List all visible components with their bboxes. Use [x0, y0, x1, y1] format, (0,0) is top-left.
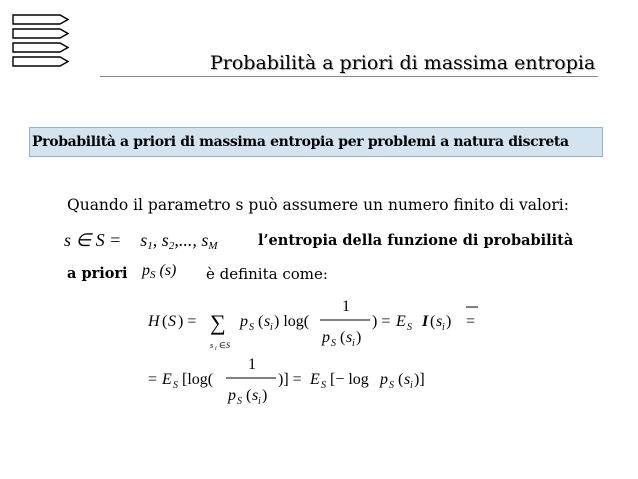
svg-text:=: =: [466, 313, 476, 330]
svg-text:s: s: [404, 371, 411, 388]
svg-text:H: H: [148, 313, 160, 330]
svg-text:): ): [262, 387, 268, 404]
svg-text:S: S: [321, 380, 326, 391]
banner-text: Probabilità a priori di massima entropia per problemi a natura discreta: [32, 134, 569, 150]
svg-text:S: S: [173, 380, 178, 391]
tab-1[interactable]: [12, 14, 70, 25]
set-elements: $s_1$, $s_2$,..., $s_M$: [140, 230, 218, 252]
svg-text:p: p: [322, 329, 330, 346]
svg-text:S: S: [389, 380, 394, 391]
title-divider: [100, 76, 598, 77]
svg-text:) log(: ) log(: [274, 313, 310, 330]
svg-text:): ): [356, 329, 362, 346]
set-lhs: s ∈ S =: [64, 230, 122, 250]
svg-text:E: E: [162, 371, 172, 388]
svg-text:)]: )]: [414, 371, 425, 388]
apriori-label: a priori: [67, 265, 128, 282]
defined-text: è definita come:: [206, 265, 328, 283]
svg-text:s: s: [264, 313, 271, 330]
svg-text:E: E: [310, 371, 320, 388]
svg-text:(: (: [162, 313, 168, 330]
tab-4[interactable]: [12, 56, 70, 67]
svg-text:) =: ) =: [178, 313, 197, 330]
svg-text:S: S: [331, 338, 336, 349]
svg-text:s: s: [252, 387, 259, 404]
svg-text:I: I: [422, 313, 429, 330]
svg-text:1: 1: [248, 356, 256, 373]
svg-text:(: (: [398, 371, 404, 388]
svg-text:S: S: [249, 322, 254, 333]
svg-text:p: p: [228, 387, 236, 404]
svg-text:): ): [446, 313, 452, 330]
set-definition: [64, 230, 218, 252]
svg-text:(: (: [430, 313, 436, 330]
svg-text:(: (: [246, 387, 252, 404]
svg-text:i: i: [352, 338, 355, 349]
svg-text:S: S: [237, 396, 242, 407]
svg-text:S: S: [226, 341, 230, 350]
prob-function: $p_S$ (s): [142, 262, 177, 281]
svg-text:E: E: [396, 313, 406, 330]
svg-text:i: i: [258, 396, 261, 407]
svg-text:) =: ) =: [372, 313, 391, 330]
svg-text:p: p: [380, 371, 388, 388]
svg-text:i: i: [442, 322, 445, 333]
svg-text:)] =: )] =: [278, 371, 302, 388]
page-title: Probabilità a priori di massima entropia: [210, 52, 596, 74]
svg-text:1: 1: [342, 298, 350, 315]
svg-text:i: i: [410, 380, 413, 391]
tab-2[interactable]: [12, 28, 70, 39]
svg-text:s: s: [436, 313, 443, 330]
svg-text:p: p: [240, 313, 248, 330]
svg-text:=: =: [148, 371, 158, 388]
equation-1: [148, 296, 498, 354]
svg-text:S: S: [407, 322, 412, 333]
entropy-label: l’entropia della funzione di probabilità: [258, 232, 574, 249]
tab-3[interactable]: [12, 42, 70, 53]
svg-text:∑: ∑: [210, 310, 226, 335]
svg-text:[− log: [− log: [330, 371, 369, 388]
equation-2: [148, 354, 448, 414]
navigation-tabs: [12, 14, 70, 70]
svg-text:(: (: [258, 313, 264, 330]
svg-text:i: i: [270, 322, 273, 333]
svg-text:∈: ∈: [219, 341, 226, 350]
svg-text:(: (: [340, 329, 346, 346]
intro-text: Quando il parametro s può assumere un numero finito di valori:: [67, 196, 569, 214]
svg-text:s: s: [210, 341, 214, 350]
svg-text:s: s: [346, 329, 353, 346]
section-banner: [29, 127, 603, 157]
svg-text:i: i: [215, 346, 217, 352]
svg-text:S: S: [168, 313, 176, 330]
svg-text:[log(: [log(: [182, 371, 214, 388]
